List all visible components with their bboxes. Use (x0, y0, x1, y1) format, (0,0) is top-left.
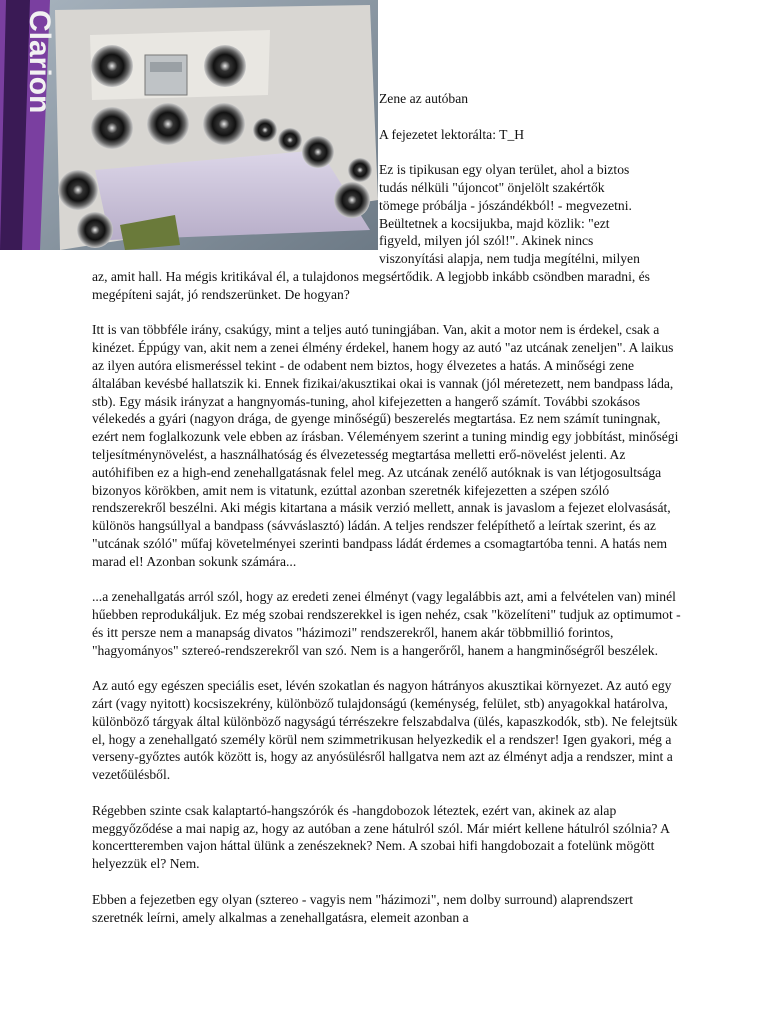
text-line: viszonyítási alapja, nem tudja megítélni, milyen (379, 251, 640, 267)
lector-line: A fejezetet lektorálta: T_H (379, 126, 525, 142)
text-line: Beültetnek a kocsijukba, majd közlik: "ezt (379, 215, 610, 231)
brand-logo-text: Clarion (23, 10, 56, 114)
paragraph-directions: Itt is van többféle irány, csakúgy, mint a teljes autó tuningjában. Van, akit a motor nem is érdekel, csak a kinézet. Éppúgy van, akit nem a zenei élmény érdekel, hanem hogy az autó "az utcának zeneljen". A laikus az ilyen autóra elismeréssel tekint - de odabent nem biztos, hogy élvezetes a hatás. A minőségi zene általában kevésbé hallatszik ki. Ennek fizikai/akusztikai okai is vannak (jól méretezett, nem bandpass láda, stb). Egy másik irányzat a hangnyomás-tuning, ahol kifejezetten a hangerő számít. További szokásos vélekedés a gyári (nagyon drága, de gyenge minőségű) beszerelés megtartása. Ez nem számít tuningnak, ezért nem foglalkozunk vele ebben az írásban. Véleményem szerint a tuning mindig egy jobbítást, minőségi teljesítménynövelést, a használhatóság és élvezetesség megtartása melletti erő-növelést jelenti. Az autóhifiben ez a high-end zenehallgatásnak felel meg. Az utcának zenélő autóknak is van létjogosultsága bizonyos körökben, amit nem is vitatunk, ezúttal azonban szeretnék kifejezetten a szépen szóló rendszerekről beszélni. Aki mégis kitartana a másik verzió mellett, annak is javaslom a fejezet elolvasását, különös hangsúllyal a bandpass (sávváslasztó) ládán. A teljes rendszer felépíthető a leírtak szerint, és az "utcának szóló" műfaj követelményei szerinti bandpass ládát érdemes a csomagtartóba tenni. A hatás nem marad el! Azonban sokunk számára... (92, 322, 679, 569)
chapter-heading: Zene az autóban (379, 91, 469, 106)
article-body (92, 90, 682, 944)
paragraph-car-acoustics: Az autó egy egészen speciális eset, lévén szokatlan és nagyon hátrányos akusztikai környezet. Az autó egy zárt (vagy nyitott) kocsiszekrény, különböző tulajdonságú (keménység, felület, stb) anyagokkal határolva, különböző tárgyak által különböző nagyságú térrészekre felszabdalva (ülés, kapaszkodók, stb). Ne felejtsük el, hogy a zenehallgató személy körül nem szimmetrikusan helyezkedik el a rendszer! Igen gyakori, még a verseny-győztes autók között is, hogy az anyósülésről hallgatva nem azt az élményt adja a rendszer, mint a vezetőülésből. (92, 678, 678, 783)
paragraph-listening: ...a zenehallgatás arról szól, hogy az eredeti zenei élményt (vagy legalábbis azt, ami a felvételen van) minél hűebben reprodukáljuk. Ez még szobai rendszerekkel is igen nehéz, csak "közelíteni" tudjuk az optimumot - és itt persze nem a manapság divatos "házimozi" rendszerekről, hanem akár többmillió forintos, "hagyományos" sztereó-rendszerekről van szó. Nem is a hangerőről, hanem a hangminőségről beszélek. (92, 589, 681, 658)
text-line: tudás nélküli "újoncot" önjelölt szakértők (379, 179, 605, 195)
text-line: tömege próbálja - jószándékból! - megvezetni. (379, 197, 632, 213)
text-line: Ez is tipikusan egy olyan terület, ahol a biztos (379, 162, 630, 178)
paragraph-chapter-goal: Ebben a fejezetben egy olyan (sztereo - vagyis nem "házimozi", nem dolby surround) alaprendszert szeretnék leírni, amely alkalmas a zenehallgatásra, elemeit azonban a (92, 891, 634, 925)
paragraph-rear-speakers: Régebben szinte csak kalaptartó-hangszórók és -hangdobozok léteztek, ezért van, akinek az alap meggyőződése a mai napig az, hogy az autóban a zene hátulról szól. Már miért kellene hátulról szólnia? A koncertteremben vajon háttal ülünk a zenészeknek? Nem. A szobai hifi hangdobozait a fotelünk mögött helyezzük el? Nem. (92, 802, 670, 872)
text-line: figyeld, milyen jól szól!". Akinek nincs (379, 233, 594, 249)
paragraph-intro-wrapped (92, 161, 682, 268)
paragraph-intro-rest: az, amit hall. Ha mégis kritikával él, a tulajdonos megsértődik. A legjobb inkább csöndben maradni, és megépíteni saját, jó rendszerünket. De hogyan? (92, 268, 650, 302)
